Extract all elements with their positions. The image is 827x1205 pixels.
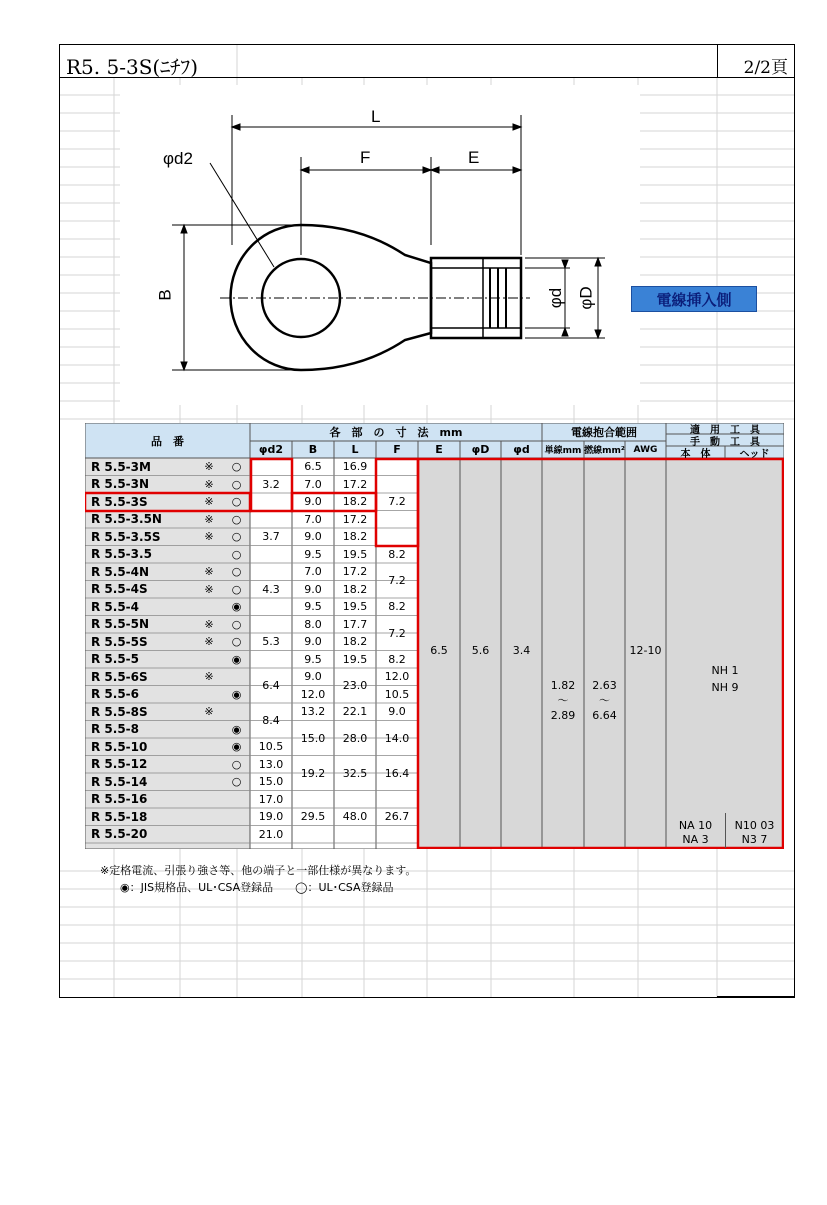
col-header-2: L bbox=[351, 443, 359, 456]
part-number-cell: R 5.5-10 bbox=[91, 739, 148, 754]
standard-mark: ○ bbox=[231, 775, 242, 789]
part-number-cell: R 5.5-3.5S bbox=[91, 529, 161, 544]
part-number-cell: R 5.5-8S bbox=[91, 704, 148, 719]
b-cell: 9.5 bbox=[304, 600, 322, 614]
merged-cell-d2-3-2: 3.2 bbox=[262, 477, 280, 491]
merged-cell-F-7-2b: 7.2 bbox=[388, 574, 406, 587]
cell-solid-hi: 1.82 bbox=[550, 678, 576, 692]
standard-mark: ○ bbox=[231, 512, 242, 526]
standard-mark bbox=[223, 668, 250, 686]
col-header-9: AWG bbox=[633, 444, 658, 455]
document-frame bbox=[59, 44, 795, 998]
footnote-1: ※定格電流、引張り強さ等、他の端子と一部仕様が異なります。 bbox=[100, 864, 417, 877]
standard-mark: ○ bbox=[231, 565, 242, 579]
col-header-4: E bbox=[435, 443, 443, 456]
standard-mark: ◉ bbox=[231, 687, 242, 701]
standard-mark: ○ bbox=[231, 460, 242, 474]
standard-mark: ○ bbox=[231, 477, 242, 491]
b-cell: 7.0 bbox=[304, 512, 322, 526]
dim-label-B: B bbox=[155, 289, 175, 301]
spec-table bbox=[85, 423, 784, 849]
merged-cell-F-16-4: 16.4 bbox=[384, 766, 410, 780]
b-cell: 9.5 bbox=[304, 547, 322, 561]
l-cell: 16.9 bbox=[342, 460, 368, 474]
special-spec-mark bbox=[195, 756, 223, 774]
l-cell: 17.2 bbox=[342, 477, 368, 491]
special-spec-mark bbox=[195, 773, 223, 791]
merged-cell-L-48-0: 48.0 bbox=[342, 810, 368, 824]
part-number-cell: R 5.5-5N bbox=[91, 617, 150, 632]
part-number-cell: R 5.5-4N bbox=[91, 564, 150, 579]
merged-cell-B-19-2: 19.2 bbox=[300, 766, 326, 780]
cell-tool-head-1: N10 03 bbox=[734, 818, 775, 832]
merged-cell-L-23-0: 23.0 bbox=[342, 679, 368, 692]
part-number-cell: R 5.5-4S bbox=[91, 582, 148, 597]
d2-cell: 17.0 bbox=[258, 792, 284, 806]
standard-mark bbox=[223, 808, 250, 826]
cell-solid-tilde: 〜 bbox=[557, 694, 569, 707]
standard-mark: ○ bbox=[231, 635, 242, 649]
special-spec-mark: ※ bbox=[204, 477, 214, 491]
l-cell: 18.2 bbox=[342, 635, 368, 649]
merged-cell-F-26-7: 26.7 bbox=[384, 810, 410, 824]
b-cell: 9.0 bbox=[304, 582, 322, 596]
b-cell: 12.0 bbox=[300, 687, 326, 701]
d2-cell: 21.0 bbox=[258, 827, 284, 841]
special-spec-mark: ※ bbox=[204, 670, 214, 684]
part-number-cell: R 5.5-6 bbox=[91, 687, 140, 702]
d2-cell: 13.0 bbox=[258, 757, 284, 771]
merged-cell-F-7-2c: 7.2 bbox=[388, 626, 406, 640]
special-spec-mark bbox=[195, 651, 223, 669]
cell-tool-main-1: NH 1 bbox=[711, 663, 739, 677]
col-group-wire-range: 電線抱合範囲 bbox=[571, 426, 637, 439]
merged-cell-d2-6-4: 6.4 bbox=[262, 679, 280, 692]
b-cell: 9.0 bbox=[304, 530, 322, 544]
b-cell: 7.0 bbox=[304, 477, 322, 491]
f-cell: 8.2 bbox=[388, 600, 406, 614]
part-number-cell: R 5.5-18 bbox=[91, 809, 148, 824]
l-cell: 18.2 bbox=[342, 582, 368, 596]
dim-label-phi-D: φD bbox=[576, 286, 596, 310]
tool-divider bbox=[725, 813, 726, 848]
col-header-1: B bbox=[308, 443, 318, 456]
col-header-7: 単線mm bbox=[544, 446, 582, 456]
f-cell: 8.2 bbox=[388, 547, 406, 561]
standard-mark: ◉ bbox=[231, 652, 242, 666]
standard-mark bbox=[223, 826, 250, 844]
standard-mark: ○ bbox=[231, 757, 242, 771]
cell-strand-hi: 2.63 bbox=[592, 678, 617, 692]
standard-mark: ○ bbox=[231, 617, 242, 631]
cell-tool-main-2: NH 9 bbox=[711, 680, 739, 694]
part-number-cell: R 5.5-5 bbox=[91, 652, 140, 667]
special-spec-mark: ※ bbox=[204, 512, 214, 526]
col-header-6: φd bbox=[513, 443, 530, 456]
footnote-2: ◉：JIS規格品、UL･CSA登録品 ◯：UL･CSA登録品 bbox=[120, 881, 394, 894]
d2-cell: 19.0 bbox=[258, 810, 284, 824]
cell-solid-lo: 2.89 bbox=[550, 708, 576, 722]
f-cell: 9.0 bbox=[388, 705, 406, 719]
document-title: R5. 5-3S(ﾆﾁﾌ) bbox=[66, 55, 199, 79]
d2-cell: 10.5 bbox=[258, 740, 284, 754]
part-number-cell: R 5.5-5S bbox=[91, 634, 148, 649]
special-spec-mark: ※ bbox=[204, 495, 214, 509]
special-spec-mark: ※ bbox=[204, 635, 214, 649]
merged-cell-F-14-0: 14.0 bbox=[384, 731, 410, 745]
merged-cell-L-32-5: 32.5 bbox=[342, 766, 368, 780]
part-number-cell: R 5.5-20 bbox=[91, 827, 148, 842]
l-cell: 19.5 bbox=[342, 652, 368, 666]
col-header-part-number: 品 番 bbox=[151, 434, 184, 448]
dim-label-phi-d2: φd2 bbox=[163, 149, 193, 168]
cell-strand-lo: 6.64 bbox=[592, 708, 617, 722]
part-number-cell: R 5.5-3.5N bbox=[91, 512, 162, 527]
merged-cell-d2-4-3: 4.3 bbox=[262, 582, 280, 596]
l-cell: 22.1 bbox=[342, 705, 368, 719]
b-cell: 7.0 bbox=[304, 565, 322, 579]
b-cell: 6.5 bbox=[304, 460, 322, 474]
terminal-drawing bbox=[60, 45, 795, 415]
merged-cell-d2-8-4: 8.4 bbox=[262, 714, 280, 727]
dim-label-phi-d: φd bbox=[546, 287, 566, 309]
d2-cell: 15.0 bbox=[258, 775, 284, 789]
cell-strand-tilde: 〜 bbox=[599, 694, 610, 707]
l-cell: 18.2 bbox=[342, 530, 368, 544]
b-cell: 9.5 bbox=[304, 652, 322, 666]
part-number-cell: R 5.5-6S bbox=[91, 669, 148, 684]
special-spec-mark: ※ bbox=[204, 705, 214, 719]
standard-mark: ○ bbox=[231, 530, 242, 544]
part-number-cell: R 5.5-3N bbox=[91, 477, 150, 492]
special-spec-mark: ※ bbox=[204, 617, 214, 631]
f-cell: 8.2 bbox=[388, 652, 406, 666]
merged-cell-d2-5-3: 5.3 bbox=[262, 635, 280, 649]
l-cell: 17.2 bbox=[342, 512, 368, 526]
part-number-cell: R 5.5-4 bbox=[91, 599, 140, 614]
cell-tool-head-2: N3 7 bbox=[741, 832, 768, 846]
standard-mark bbox=[223, 703, 250, 721]
part-number-cell: R 5.5-16 bbox=[91, 792, 148, 807]
merged-cell-E: 6.5 bbox=[430, 644, 448, 657]
l-cell: 17.2 bbox=[342, 565, 368, 579]
special-spec-mark: ※ bbox=[204, 530, 214, 544]
f-cell: 12.0 bbox=[384, 670, 410, 684]
dim-label-L: L bbox=[371, 107, 381, 126]
standard-mark: ◉ bbox=[231, 740, 242, 754]
part-number-cell: R 5.5-3M bbox=[91, 459, 151, 474]
col-header-8: 撚線mm² bbox=[584, 446, 625, 456]
merged-cell-phid: 3.4 bbox=[512, 644, 531, 657]
standard-mark: ○ bbox=[231, 582, 242, 596]
merged-cell-awg: 12-10 bbox=[629, 644, 662, 657]
standard-mark: ◉ bbox=[231, 600, 242, 614]
standard-mark: ○ bbox=[231, 547, 242, 561]
standard-mark: ○ bbox=[231, 495, 242, 509]
col-header-tool-head: ヘッド bbox=[739, 448, 770, 458]
b-cell: 9.0 bbox=[304, 635, 322, 649]
merged-cell-B-29-5: 29.5 bbox=[300, 810, 326, 824]
dim-label-E: E bbox=[468, 148, 480, 167]
page-number: 2/2頁 bbox=[743, 58, 788, 78]
special-spec-mark bbox=[195, 826, 223, 844]
dim-label-F: F bbox=[360, 148, 371, 167]
part-number-cell: R 5.5-3S bbox=[91, 494, 148, 509]
part-number-cell: R 5.5-8 bbox=[91, 722, 140, 737]
col-subgroup-hand-tools: 手 動 工 具 bbox=[690, 436, 760, 448]
special-spec-mark bbox=[195, 721, 223, 739]
special-spec-mark bbox=[195, 546, 223, 564]
merged-cell-F-7-2a: 7.2 bbox=[388, 495, 406, 509]
special-spec-mark bbox=[195, 598, 223, 616]
part-number-cell: R 5.5-14 bbox=[91, 774, 148, 789]
col-header-tool-body: 本 体 bbox=[680, 448, 711, 458]
b-cell: 13.2 bbox=[300, 705, 326, 719]
wire-insertion-side-badge: 電線挿入側 bbox=[631, 286, 757, 312]
special-spec-mark bbox=[195, 791, 223, 809]
b-cell: 8.0 bbox=[304, 617, 322, 631]
standard-mark bbox=[223, 791, 250, 809]
footnotes bbox=[100, 862, 416, 896]
cell-tool-body-2: NA 3 bbox=[682, 832, 709, 846]
col-header-0: φd2 bbox=[258, 443, 284, 456]
standard-mark: ◉ bbox=[231, 722, 242, 736]
cell-tool-body-1: NA 10 bbox=[678, 818, 713, 832]
merged-cell-B-15-0: 15.0 bbox=[300, 731, 326, 745]
b-cell: 9.0 bbox=[304, 670, 322, 684]
special-spec-mark bbox=[195, 808, 223, 826]
col-header-5: φD bbox=[471, 443, 490, 456]
l-cell: 17.7 bbox=[342, 617, 368, 631]
col-header-3: F bbox=[393, 443, 401, 456]
merged-cell-d2-3-7: 3.7 bbox=[262, 530, 280, 544]
b-cell: 9.0 bbox=[304, 495, 322, 509]
part-number-cell: R 5.5-12 bbox=[91, 757, 148, 772]
f-cell: 10.5 bbox=[384, 687, 410, 701]
l-cell: 19.5 bbox=[342, 600, 368, 614]
col-group-dimensions: 各 部 の 寸 法 mm bbox=[329, 426, 463, 439]
merged-cell-phiD: 5.6 bbox=[471, 644, 490, 657]
special-spec-mark: ※ bbox=[204, 582, 214, 596]
part-number-cell: R 5.5-3.5 bbox=[91, 547, 152, 562]
special-spec-mark bbox=[195, 686, 223, 704]
special-spec-mark: ※ bbox=[204, 460, 214, 474]
special-spec-mark: ※ bbox=[204, 565, 214, 579]
l-cell: 18.2 bbox=[342, 495, 368, 509]
l-cell: 19.5 bbox=[342, 547, 368, 561]
special-spec-mark bbox=[195, 738, 223, 756]
col-group-tools: 適 用 工 具 bbox=[690, 425, 760, 436]
merged-cell-L-28-0: 28.0 bbox=[342, 731, 368, 745]
